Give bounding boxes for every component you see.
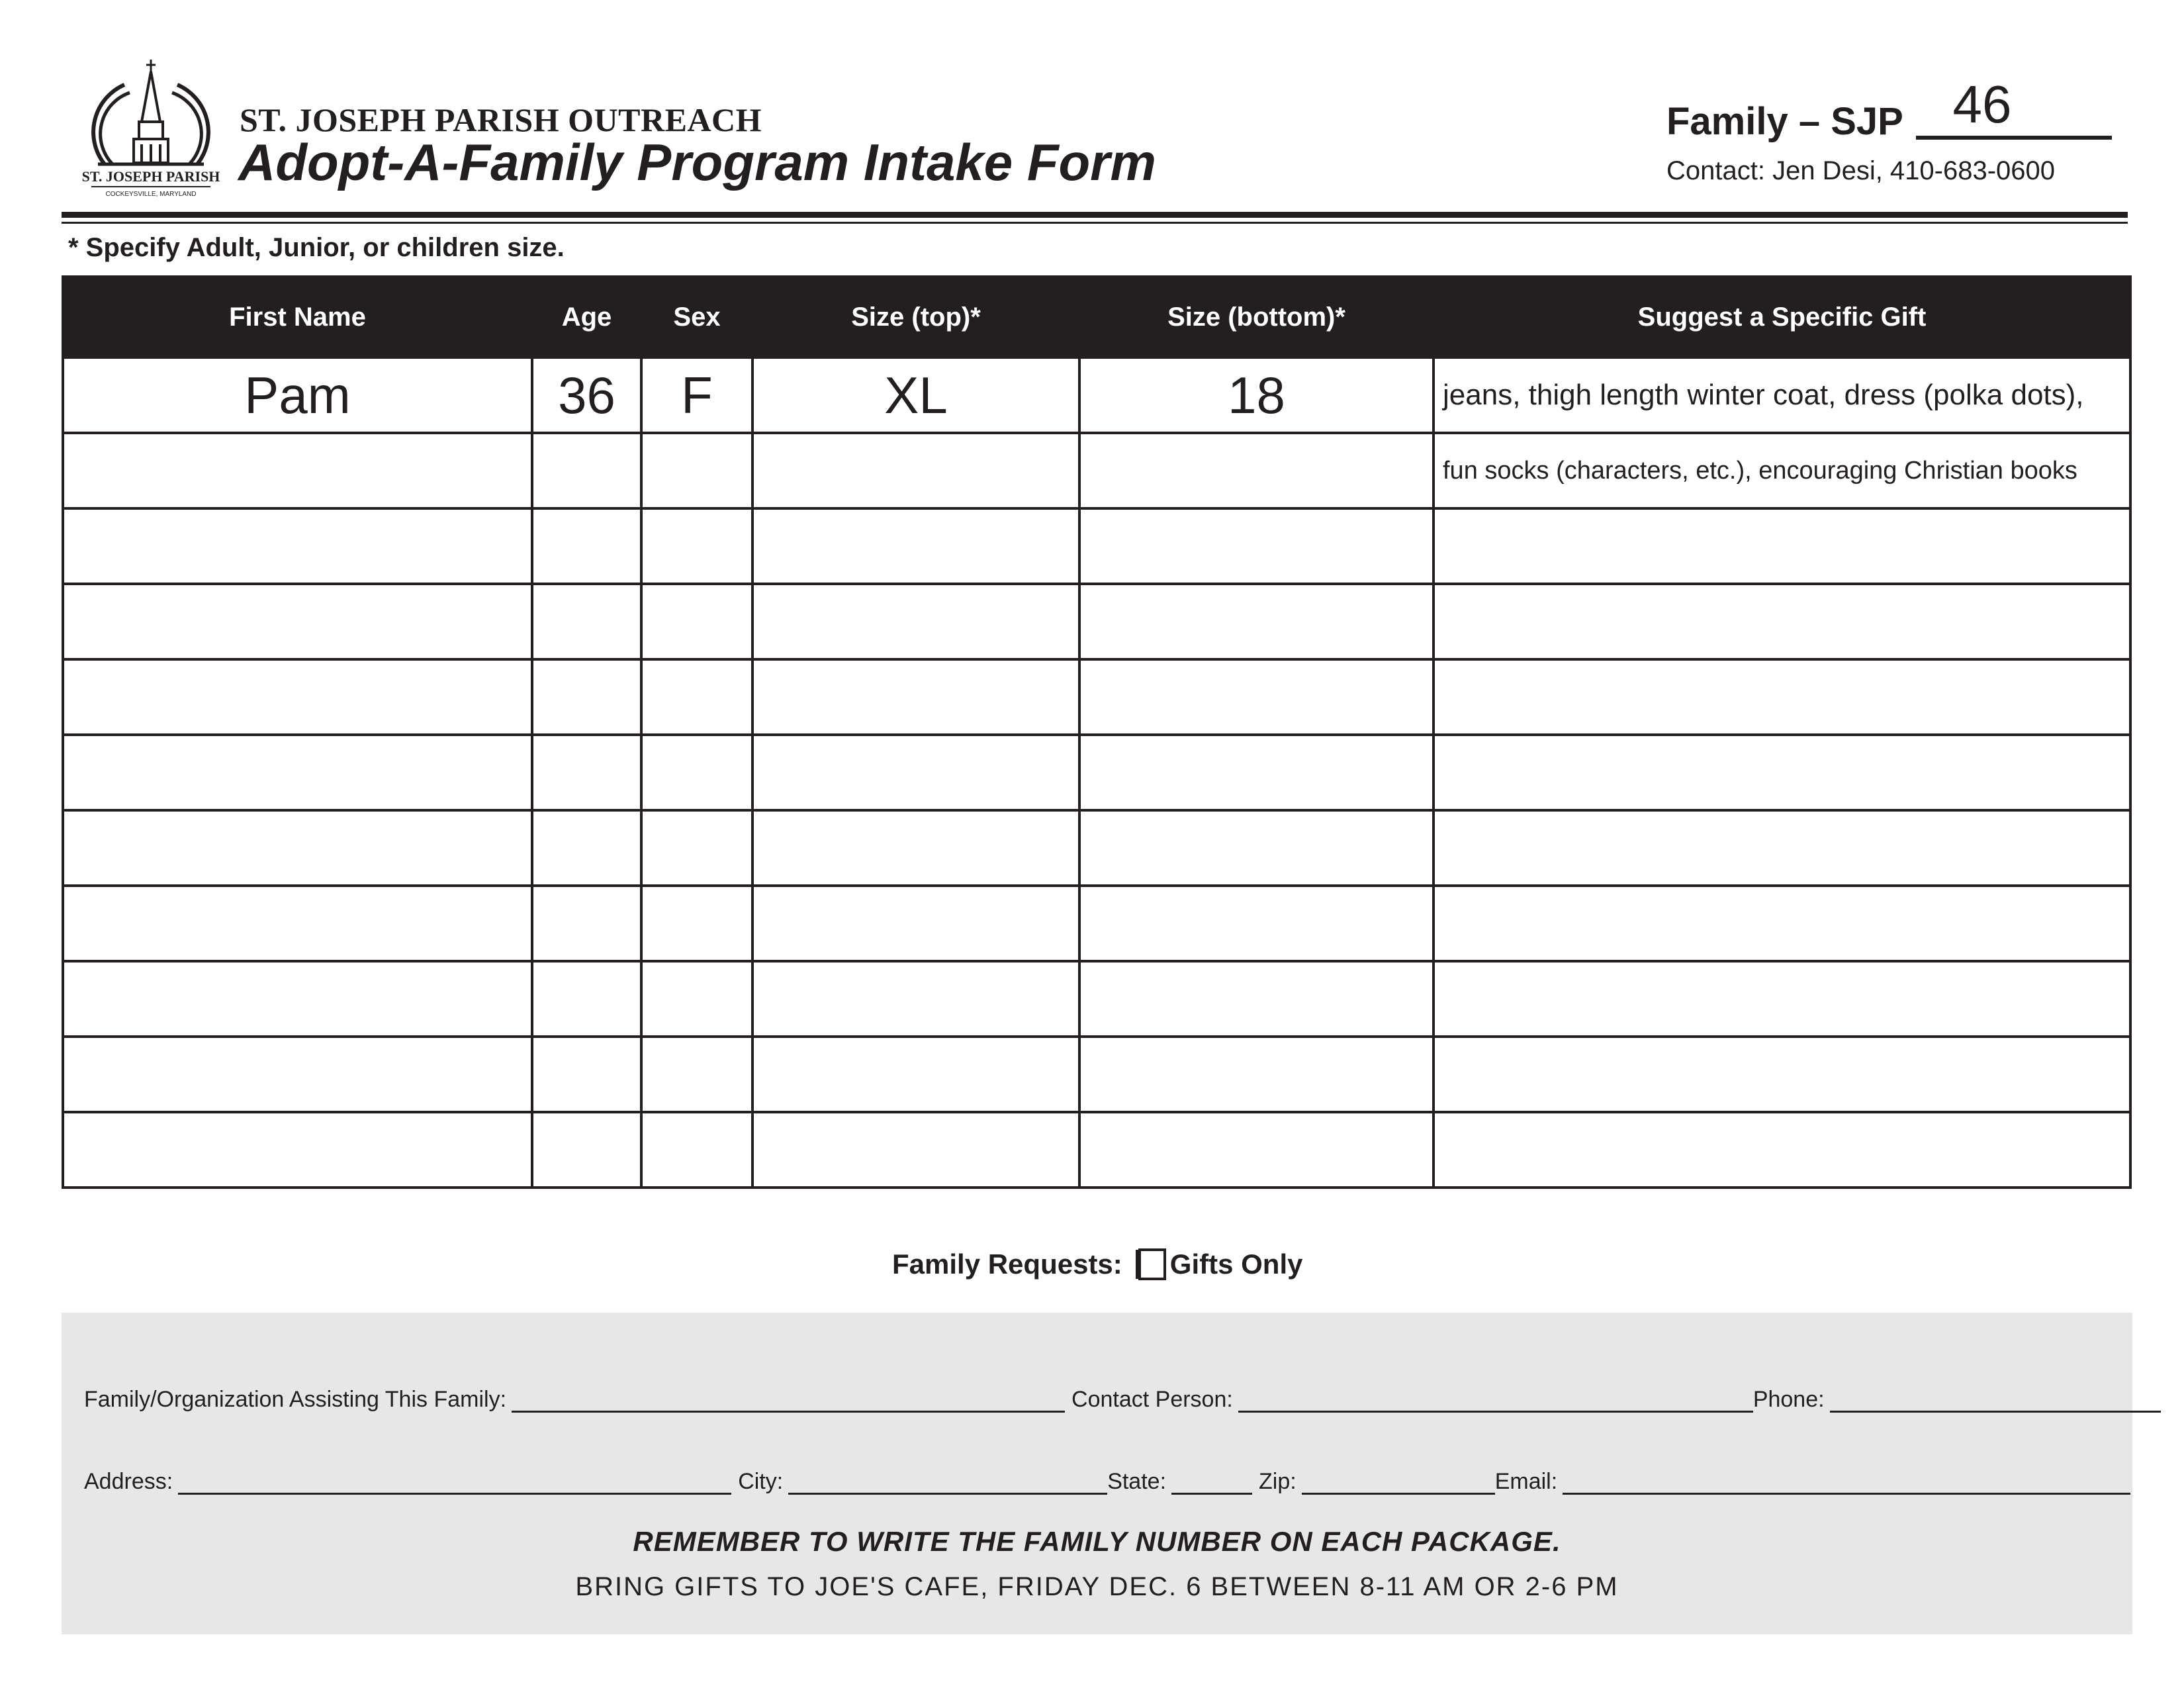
church-steeple-icon [78,58,224,201]
organization-assisting-field[interactable] [512,1389,1065,1413]
family-requests-label: Family Requests: [892,1248,1122,1280]
sex-cell[interactable] [641,961,752,1037]
city-label: City: [738,1469,784,1494]
email-field[interactable] [1563,1472,2130,1495]
size-bottom-cell[interactable] [1079,584,1433,659]
table-row [63,357,2130,433]
drop-off-notice: BRING GIFTS TO JOE'S CAFE, FRIDAY DEC. 6 BETWEEN 8-11 AM OR 2-6 PM [575,1572,1619,1601]
column-header-first-name: First Name [63,277,532,357]
table-row [63,735,2130,810]
table-row [63,810,2130,886]
phone-field[interactable] [1830,1389,2161,1413]
parish-logo [78,58,224,201]
age-cell[interactable] [532,810,641,886]
email-label: Email: [1494,1469,1558,1494]
sex-cell[interactable] [641,659,752,735]
sex-cell[interactable] [641,584,752,659]
age-cell[interactable] [532,1112,641,1188]
size-bottom-cell[interactable] [1079,961,1433,1037]
first-name-cell[interactable] [63,1037,532,1112]
gift-cell[interactable] [1433,810,2130,886]
column-header-size-top: Size (top)* [752,277,1079,357]
address-field[interactable] [178,1472,731,1495]
first-name-cell[interactable] [63,433,532,508]
family-requests [892,1248,1302,1280]
size-bottom-cell[interactable] [1079,810,1433,886]
table-row [63,508,2130,584]
gift-cell[interactable] [1433,886,2130,961]
gift-cell[interactable] [1433,659,2130,735]
size-bottom-cell[interactable] [1079,1112,1433,1188]
gift-cell[interactable] [1433,961,2130,1037]
table-row [63,961,2130,1037]
table-row [63,433,2130,508]
remember-notice: REMEMBER TO WRITE THE FAMILY NUMBER ON EACH PACKAGE. [633,1526,1561,1557]
column-header-sex: Sex [641,277,752,357]
logo-subtext: COCKEYSVILLE, MARYLAND [105,191,197,198]
family-members-table [62,275,2132,1189]
age-cell[interactable] [532,886,641,961]
gifts-only-label: Gifts Only [1169,1248,1303,1280]
gift-cell[interactable] [1433,1037,2130,1112]
logo-text: ST. JOSEPH PARISH [81,168,220,185]
table-row [63,1112,2130,1188]
age-cell[interactable] [532,433,641,508]
first-name-cell[interactable] [63,735,532,810]
header-divider [62,212,2128,218]
organization-name: ST. JOSEPH PARISH OUTREACH [240,101,762,138]
sex-cell[interactable] [641,433,752,508]
zip-label: Zip: [1259,1469,1297,1494]
age-cell[interactable] [532,508,641,584]
size-top-cell[interactable] [752,508,1079,584]
sex-cell[interactable] [641,886,752,961]
assisting-info-row [84,1387,2167,1413]
age-cell[interactable] [532,584,641,659]
contact-info: Contact: Jen Desi, 410-683-0600 [1666,156,2056,185]
size-top-cell[interactable] [752,1037,1079,1112]
first-name-cell[interactable] [63,886,532,961]
size-bottom-cell[interactable] [1079,886,1433,961]
zip-field[interactable] [1302,1472,1495,1495]
column-header-gift: Suggest a Specific Gift [1433,277,2130,357]
first-name-cell[interactable] [63,1112,532,1188]
page-title: Adopt-A-Family Program Intake Form [238,133,1156,191]
size-top-cell[interactable] [752,961,1079,1037]
sex-cell[interactable]: F [641,357,752,433]
first-name-cell[interactable] [63,508,532,584]
size-top-cell[interactable]: XL [752,357,1079,433]
gift-cell[interactable]: fun socks (characters, etc.), encouraging Christian books [1433,433,2130,508]
first-name-cell[interactable] [63,584,532,659]
age-cell[interactable] [532,1037,641,1112]
size-top-cell[interactable] [752,735,1079,810]
first-name-cell[interactable] [63,659,532,735]
size-top-cell[interactable] [752,810,1079,886]
size-top-cell[interactable] [752,886,1079,961]
age-cell[interactable] [532,961,641,1037]
size-top-cell[interactable] [752,1112,1079,1188]
first-name-cell[interactable]: Pam [63,357,532,433]
family-label: Family – SJP [1666,100,1903,143]
address-info-row [84,1469,2137,1495]
city-field[interactable] [788,1472,1107,1495]
gifts-only-checkbox[interactable] [1138,1248,1166,1280]
size-bottom-cell[interactable]: 18 [1079,357,1433,433]
organization-assisting-label: Family/Organization Assisting This Family: [84,1387,507,1412]
gift-cell[interactable] [1433,508,2130,584]
age-cell[interactable]: 36 [532,357,641,433]
gift-cell[interactable] [1433,584,2130,659]
table-row [63,1037,2130,1112]
size-top-cell[interactable] [752,659,1079,735]
state-label: State: [1107,1469,1167,1494]
column-header-age: Age [532,277,641,357]
first-name-cell[interactable] [63,961,532,1037]
size-bottom-cell[interactable] [1079,433,1433,508]
table-row [63,584,2130,659]
size-top-cell[interactable] [752,584,1079,659]
age-cell[interactable] [532,659,641,735]
state-field[interactable] [1171,1472,1252,1495]
header-divider-thin [62,222,2128,224]
size-bottom-cell[interactable] [1079,508,1433,584]
age-cell[interactable] [532,735,641,810]
size-bottom-cell[interactable] [1079,735,1433,810]
gift-cell[interactable] [1433,1112,2130,1188]
assisting-family-panel [62,1313,2132,1634]
first-name-cell[interactable] [63,810,532,886]
family-number-line [1916,136,2112,140]
phone-label: Phone: [1752,1387,1825,1412]
contact-person-field[interactable] [1238,1389,1753,1413]
gift-cell[interactable] [1433,735,2130,810]
sex-cell[interactable] [641,810,752,886]
size-top-cell[interactable] [752,433,1079,508]
contact-person-label: Contact Person: [1071,1387,1233,1412]
table-header-row [63,277,2130,357]
size-bottom-cell[interactable] [1079,659,1433,735]
address-label: Address: [84,1469,173,1494]
sex-cell[interactable] [641,1037,752,1112]
table-row [63,659,2130,735]
size-note: * Specify Adult, Junior, or children size. [68,233,565,262]
family-number-field[interactable]: 46 [1952,75,2012,134]
sex-cell[interactable] [641,508,752,584]
table-row [63,886,2130,961]
sex-cell[interactable] [641,1112,752,1188]
gift-cell[interactable]: jeans, thigh length winter coat, dress (polka dots), [1433,357,2130,433]
sex-cell[interactable] [641,735,752,810]
column-header-size-bottom: Size (bottom)* [1079,277,1433,357]
size-bottom-cell[interactable] [1079,1037,1433,1112]
